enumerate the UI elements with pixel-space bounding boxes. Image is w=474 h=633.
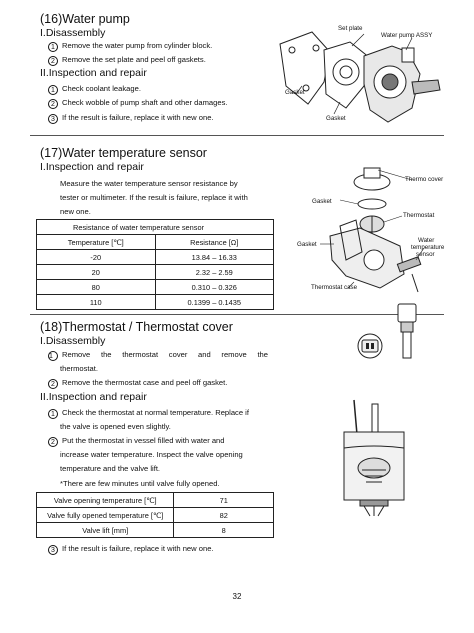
step-number: 2 [48, 99, 58, 109]
section-17-inspection-heading: I.Inspection and repair [40, 161, 144, 173]
step-text: Check coolant leakage. [62, 84, 141, 93]
cell-parameter: Valve fully opened temperature [℃] [37, 508, 174, 523]
s16-step-2 [48, 54, 206, 66]
label-thermo-cover: Thermo cover [405, 176, 444, 183]
step-text: Remove the water pump from cylinder block. [62, 41, 213, 50]
s18-insp-1-line-1 [48, 407, 249, 419]
thermostat-vessel-illustration [336, 398, 414, 518]
cell-parameter: Valve lift [mm] [37, 523, 174, 538]
s18-insp-2-line-3: temperature and the valve lift. [60, 464, 161, 473]
s17-para-line-2: tester or multimeter. If the result is failure, replace it with [60, 193, 248, 202]
label-thermostat: Thermostat [403, 212, 435, 219]
step-text: If the result is failure, replace it with new one. [62, 113, 214, 122]
s18-insp-3 [48, 543, 214, 555]
s18-step-2 [48, 377, 227, 389]
cell-value: 8 [174, 523, 274, 538]
label-thermostat-case: Thermostat case [311, 284, 358, 291]
table-row [37, 523, 274, 538]
step-number: 1 [48, 351, 58, 361]
cell-resistance: 13.84 – 16.33 [155, 250, 274, 265]
s16-step-1 [48, 40, 212, 52]
cell-temperature: 20 [37, 265, 156, 280]
step-text: Remove the thermostat case and peel off gasket. [62, 378, 228, 387]
section-16-disassembly-heading: I.Disassembly [40, 27, 106, 39]
resistance-table [36, 219, 274, 310]
section-18-title: (18)Thermostat / Thermostat cover [40, 320, 233, 334]
label-gasket-2: Gasket [326, 115, 346, 122]
label-gasket-1: Gasket [285, 89, 305, 96]
label-sensor-line-2: temperature [411, 244, 445, 251]
step-number: 2 [48, 56, 58, 66]
table-row [37, 250, 274, 265]
cell-resistance: 2.32 – 2.59 [155, 265, 274, 280]
s16-insp-3 [48, 112, 214, 124]
divider [30, 135, 444, 136]
step-text: Remove the thermostat cover and remove the [62, 350, 268, 359]
step-number: 3 [48, 114, 58, 124]
cell-value: 82 [174, 508, 274, 523]
s16-insp-1 [48, 83, 141, 95]
s18-step-1-line-2: thermostat. [60, 364, 98, 373]
section-18-inspection-heading: II.Inspection and repair [40, 391, 147, 403]
cell-value: 71 [174, 493, 274, 508]
cell-resistance: 0.310 – 0.326 [155, 280, 274, 295]
cell-parameter: Valve opening temperature [℃] [37, 493, 174, 508]
step-number: 3 [48, 545, 58, 555]
s18-step-1-line-1 [48, 349, 268, 361]
resistance-col-temperature: Temperature [℃] [37, 235, 156, 250]
label-sensor-line-3: sensor [416, 251, 435, 258]
s17-para-line-1: Measure the water temperature sensor resistance by [60, 179, 238, 188]
s18-insp-2-note: *There are few minutes until valve fully opened. [60, 479, 220, 488]
s18-insp-1-line-2: the valve is opened even slightly. [60, 422, 171, 431]
step-text: Remove the set plate and peel off gaskets. [62, 55, 206, 64]
section-18-disassembly-heading: I.Disassembly [40, 335, 106, 347]
label-gasket-b: Gasket [297, 241, 317, 248]
step-text: Check the thermostat at normal temperature. Replace if [62, 408, 249, 417]
table-row [37, 493, 274, 508]
s17-para-line-3: new one. [60, 207, 91, 216]
label-gasket-a: Gasket [312, 198, 332, 205]
section-16-title: (16)Water pump [40, 12, 130, 26]
step-number: 1 [48, 42, 58, 52]
resistance-col-resistance: Resistance [Ω] [155, 235, 274, 250]
s18-insp-2-line-1 [48, 435, 225, 447]
page-number: 32 [232, 592, 242, 601]
section-17-title: (17)Water temperature sensor [40, 146, 207, 160]
resistance-table-title: Resistance of water temperature sensor [37, 220, 274, 235]
label-water-pump-assy: Water pump ASSY [381, 32, 433, 39]
s18-insp-2-line-2: increase water temperature. Inspect the valve opening [60, 450, 243, 459]
table-row [37, 280, 274, 295]
step-number: 2 [48, 379, 58, 389]
step-text: Put the thermostat in vessel filled with water and [62, 436, 225, 445]
cell-temperature: 110 [37, 295, 156, 310]
step-number: 1 [48, 409, 58, 419]
step-number: 1 [48, 85, 58, 95]
table-row [37, 508, 274, 523]
sensor-illustration [350, 298, 430, 370]
s16-insp-2 [48, 97, 227, 109]
valve-table [36, 492, 274, 538]
label-sensor-line-1: Water [418, 237, 435, 244]
step-number: 2 [48, 437, 58, 447]
cell-temperature: -20 [37, 250, 156, 265]
section-16-inspection-heading: II.Inspection and repair [40, 67, 147, 79]
table-row [37, 295, 274, 310]
cell-temperature: 80 [37, 280, 156, 295]
step-text: If the result is failure, replace it with new one. [62, 544, 214, 553]
table-row [37, 265, 274, 280]
label-set-plate: Set plate [338, 25, 363, 32]
step-text: Check wobble of pump shaft and other damages. [62, 98, 228, 107]
cell-resistance: 0.1399 – 0.1435 [155, 295, 274, 310]
